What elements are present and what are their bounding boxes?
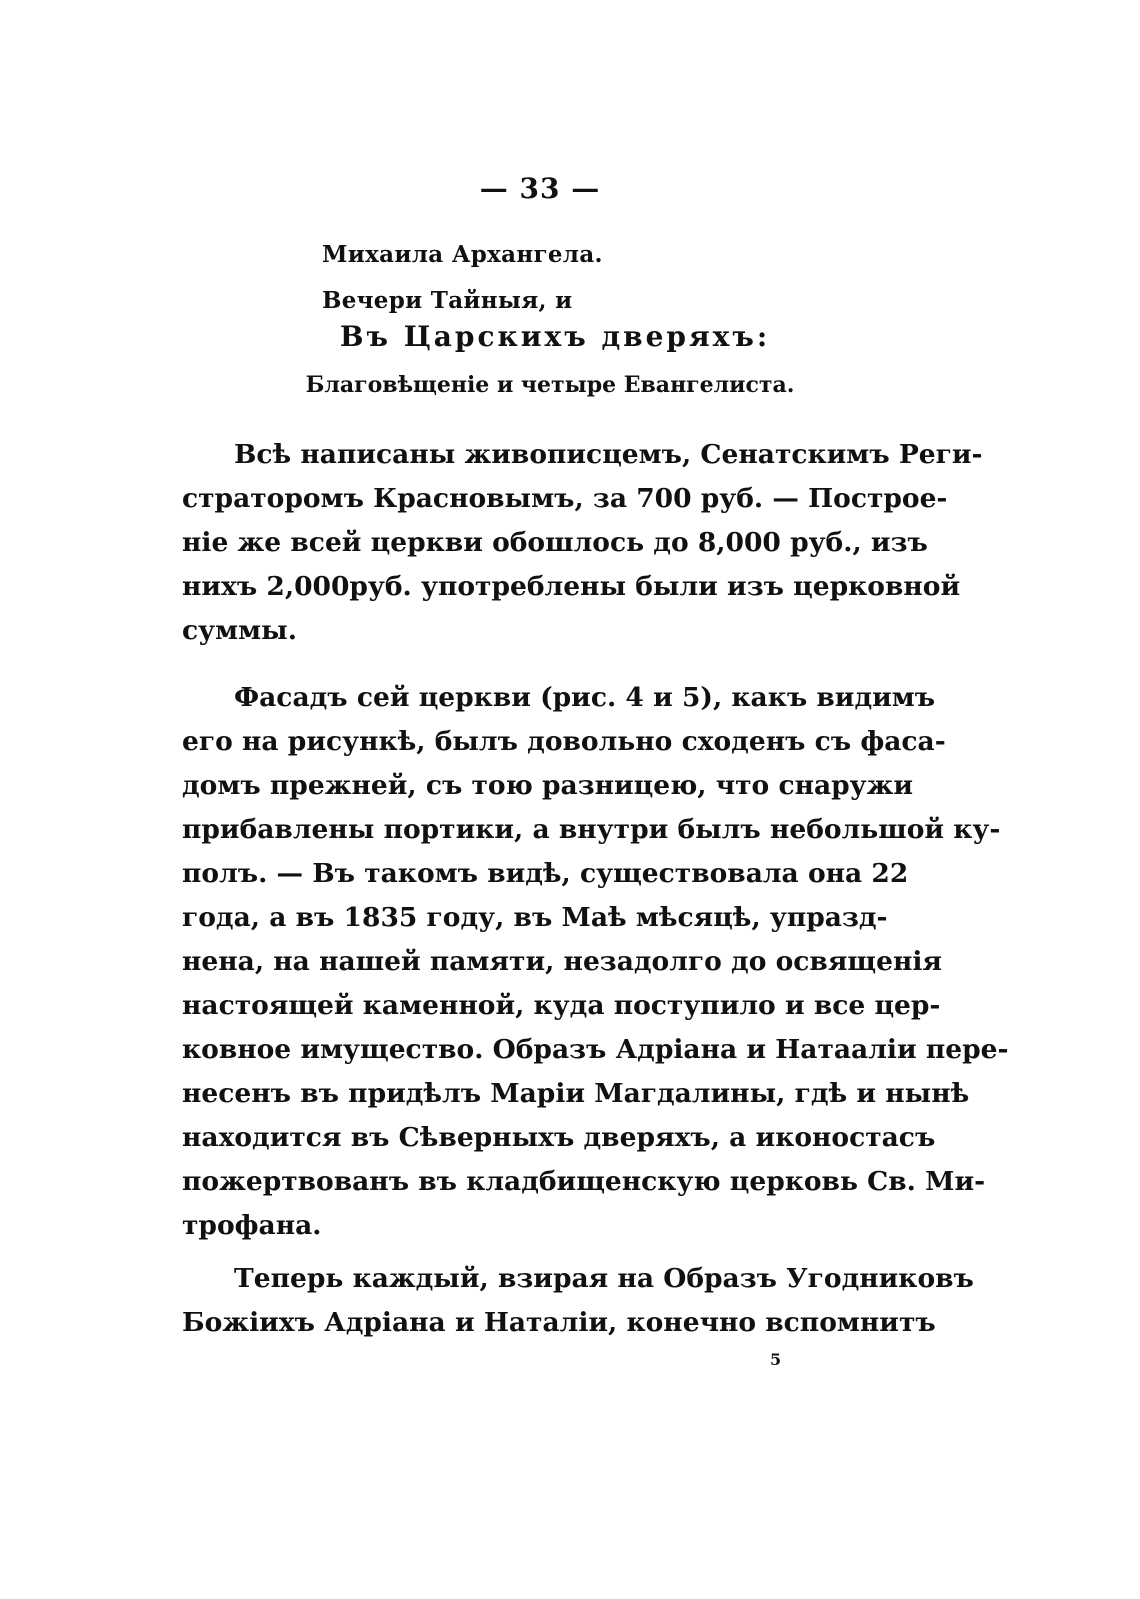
text-line: Божіихъ Адріана и Наталіи, конечно вспомнитъ bbox=[182, 1307, 936, 1338]
text-line: прибавлены портики, а внутри былъ небольшой ку- bbox=[182, 814, 1001, 845]
text-line: полъ. — Въ такомъ видѣ, существовала она 22 bbox=[182, 858, 909, 889]
page-number: — 33 — bbox=[479, 172, 601, 205]
text-line: нена, на нашей памяти, незадолго до освященія bbox=[182, 946, 942, 977]
list-item: Михаила Архангела. bbox=[322, 241, 603, 268]
text-line: страторомъ Красновымъ, за 700 руб. — Построе- bbox=[182, 483, 948, 514]
paragraph bbox=[182, 676, 1009, 1248]
text-line: пожертвованъ въ кладбищенскую церковь Св. Ми- bbox=[182, 1166, 986, 1197]
text-line: Теперь каждый, взирая на Образъ Угодниковъ bbox=[234, 1263, 974, 1294]
text-line: нихъ 2,000руб. употреблены были изъ церковной bbox=[182, 571, 961, 602]
section-heading: Въ Царскихъ дверяхъ: bbox=[339, 320, 771, 353]
text-line: года, а въ 1835 году, въ Маѣ мѣсяцѣ, упразд- bbox=[182, 902, 888, 933]
signature-mark: 5 bbox=[770, 1350, 782, 1369]
list-item: Вечери Тайныя, и bbox=[322, 287, 573, 314]
text-line: Всѣ написаны живописцемъ, Сенатскимъ Реги- bbox=[234, 439, 983, 470]
text-line: ніе же всей церкви обошлось до 8,000 руб., изъ bbox=[182, 527, 928, 558]
icon-list bbox=[322, 232, 942, 324]
text-line: настоящей каменной, куда поступило и все цер- bbox=[182, 990, 941, 1021]
text-line: суммы. bbox=[182, 615, 297, 646]
paragraph bbox=[182, 433, 983, 653]
text-line: находится въ Сѣверныхъ дверяхъ, а иконостасъ bbox=[182, 1122, 936, 1153]
text-line: трофана. bbox=[182, 1210, 322, 1241]
text-line: его на рисункѣ, былъ довольно сходенъ съ фаса- bbox=[182, 726, 946, 757]
text-line: домъ прежней, съ тою разницею, что снаружи bbox=[182, 770, 914, 801]
text-line: ковное имущество. Образъ Адріана и Натаaліи пере- bbox=[182, 1034, 1009, 1065]
section-line: Благовѣщеніе и четыре Евангелиста. bbox=[305, 372, 795, 398]
paragraph bbox=[182, 1257, 974, 1345]
text-line: несенъ въ придѣлъ Маріи Магдалины, гдѣ и нынѣ bbox=[182, 1078, 970, 1109]
text-line: Фасадъ сей церкви (рис. 4 и 5), какъ видимъ bbox=[234, 682, 936, 713]
